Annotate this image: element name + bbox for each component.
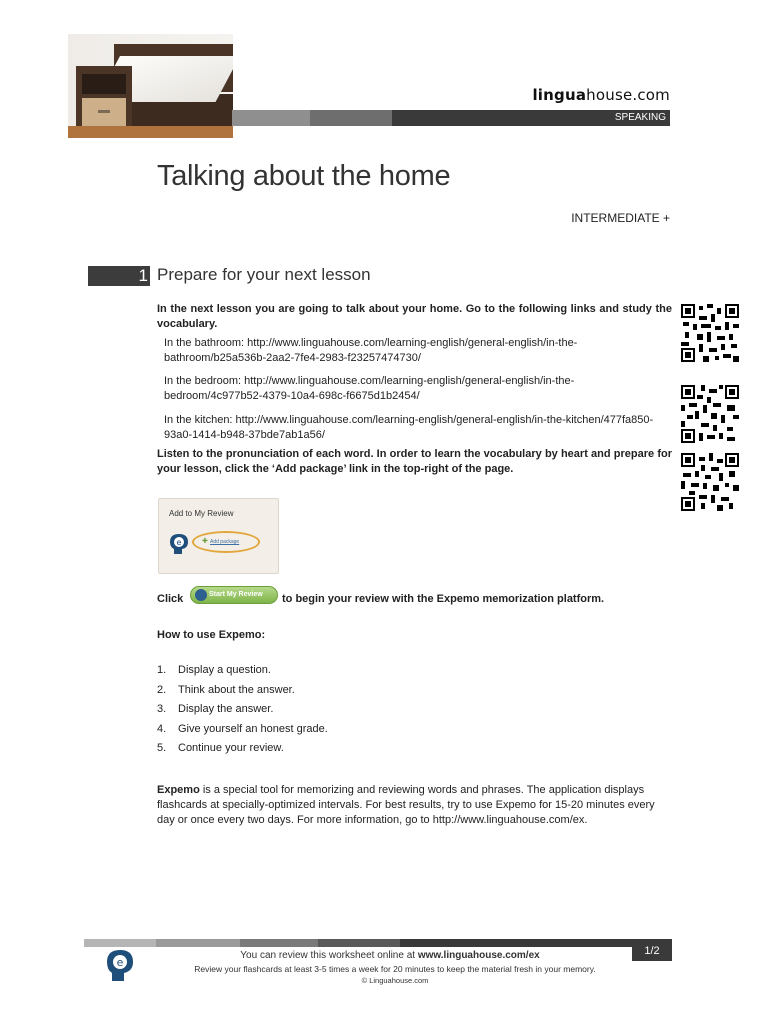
page-title: Talking about the home [157,160,451,192]
list-item: 4. Give yourself an honest grade. [157,722,328,735]
start-my-review-button[interactable] [190,586,278,604]
level-label: INTERMEDIATE + [571,211,670,225]
footer-copyright: © Linguahouse.com [361,976,429,985]
link-bathroom[interactable]: In the bathroom: http://www.linguahouse.com/learning-english/general-english/in-the-bathroom/b25a536b-2aa2-7fe4-2983-f23257474730/ [164,337,578,364]
click-label: Click [157,593,184,605]
footer-bar-segment-2 [156,939,240,947]
footer-link[interactable]: www.linguahouse.com/ex [417,950,540,961]
section-tag: SPEAKING [614,112,666,123]
header-bar-segment-2 [310,110,392,126]
qr-code-bathroom-icon[interactable] [681,304,739,362]
listen-text: Listen to the pronunciation of each word. In order to learn the vocabulary by heart and prepare for your lesson, click the ‘Add package’ link in the top-right of the page. [157,448,672,475]
expemo-logo-icon [169,532,191,556]
list-item: 3. Display the answer. [157,703,274,715]
section-title: Prepare for your next lesson [157,265,371,284]
add-package-link[interactable]: Add package [210,539,240,545]
page-number: 1/2 [632,941,672,961]
add-to-review-screenshot [158,498,279,574]
footer-bar-segment-3 [240,939,318,947]
brand-logo: linguahouse.com [532,86,670,104]
footer-bar-segment-4 [318,939,400,947]
list-item: 5. Continue your review. [157,742,284,754]
click-instruction: to begin your review with the Expemo memorization platform. [282,593,605,605]
howto-heading: How to use Expemo: [157,629,266,641]
link-kitchen[interactable]: In the kitchen: http://www.linguahouse.com/learning-english/general-english/in-the-kitchen/477fa850-93a0-1414-b948-37bde7ab1a56/ [164,414,654,441]
review-box-title: Add to My Review [169,509,234,518]
svg-text:e: e [116,956,124,969]
expemo-description: Expemo is a special tool for memorizing and reviewing words and phrases. The application displays flashcards at specially-optimized intervals. For best results, try to use Expemo for 15-20 minutes every day or once every two days. For more information, go to http://www.linguahouse.com/ex. [157,784,655,826]
section-number: 1 [138,266,148,285]
list-item: 1. Display a question. [157,664,271,676]
footer-flashcards-line: Review your flashcards at least 3-5 times a week for 20 minutes to keep the material fresh in your memory. [194,964,596,974]
intro-text: In the next lesson you are going to talk about your home. Go to the following links and study the vocabulary. [157,303,672,330]
footer-review-line: You can review this worksheet online at www.linguahouse.com/ex [240,950,540,961]
list-item: 2. Think about the answer. [157,683,295,696]
expemo-button-icon [195,589,207,601]
add-plus-icon: ✚ [202,538,208,545]
qr-code-bedroom-icon[interactable] [681,385,739,443]
qr-code-kitchen-icon[interactable] [681,453,739,511]
start-my-review-label: Start My Review [209,591,263,598]
header-photo [68,34,233,138]
link-bedroom[interactable]: In the bedroom: http://www.linguahouse.com/learning-english/general-english/in-the-bedroom/4c977b52-4379-10a4-698c-f6675d1b2454/ [164,375,575,402]
svg-text:e: e [176,538,182,547]
footer-bar-segment-1 [84,939,156,947]
header-bar-segment-1 [232,110,310,126]
steps-list [157,663,328,761]
